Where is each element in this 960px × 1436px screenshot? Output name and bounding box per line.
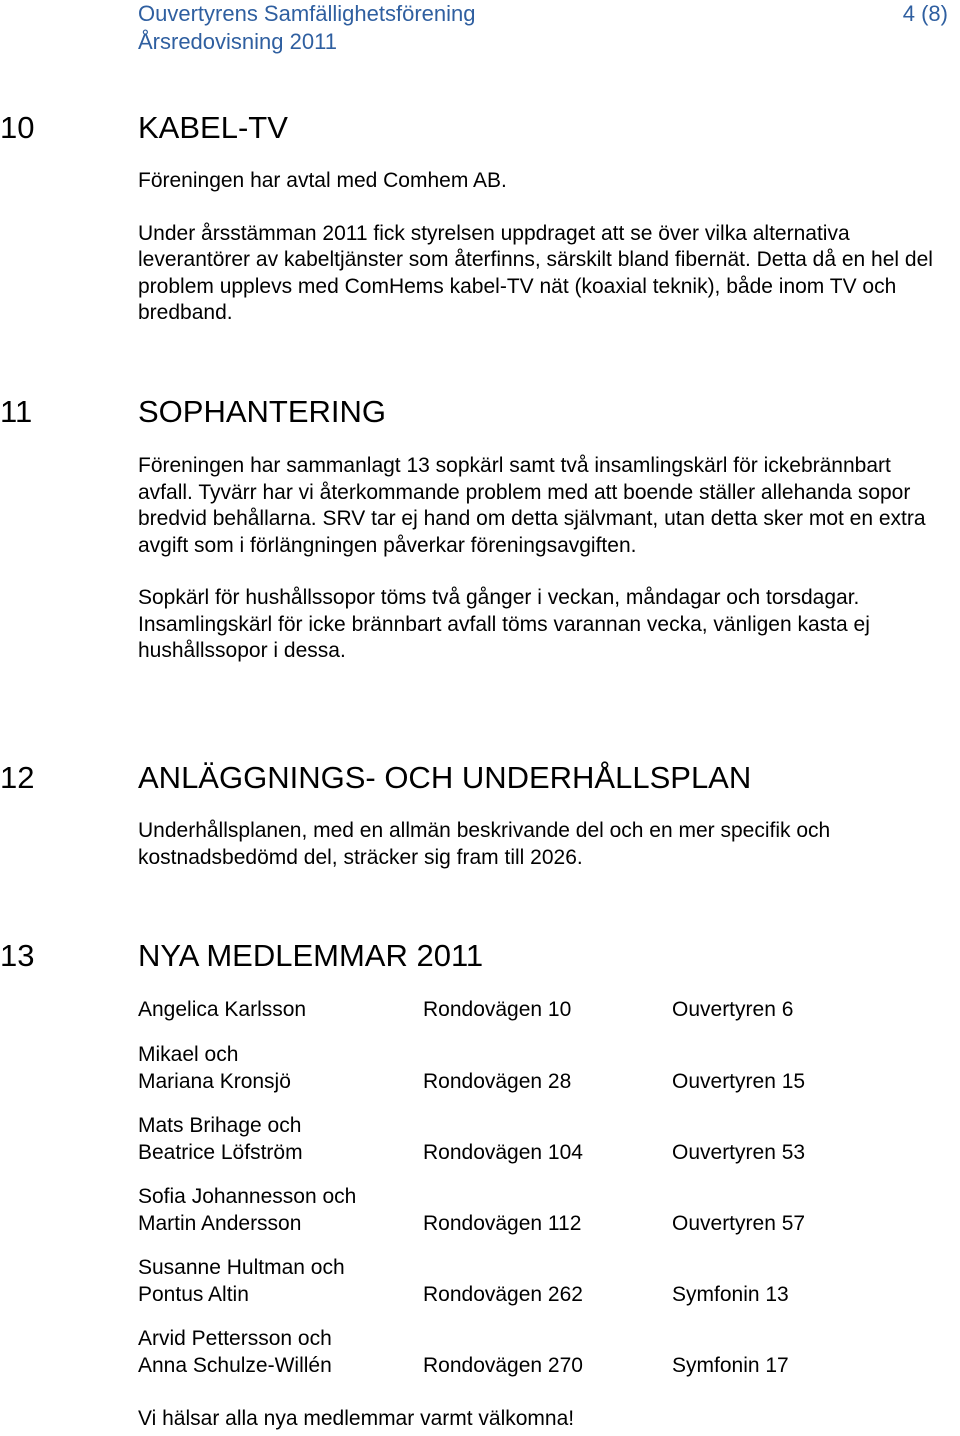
member-entry bbox=[138, 1041, 898, 1112]
closing-greeting: Vi hälsar alla nya medlemmar varmt välkomna! bbox=[138, 1407, 575, 1430]
document-header bbox=[138, 0, 476, 56]
member-street: Rondovägen 104 bbox=[423, 1141, 583, 1164]
member-name-line1: Susanne Hultman och bbox=[138, 1256, 345, 1279]
member-name: Angelica Karlsson bbox=[138, 998, 307, 1021]
member-name-line2: Martin Andersson bbox=[138, 1212, 302, 1235]
section-sophantering bbox=[0, 392, 960, 432]
member-area: Symfonin 17 bbox=[672, 1354, 789, 1377]
section-kabel-tv bbox=[0, 108, 960, 148]
member-street: Rondovägen 28 bbox=[423, 1070, 572, 1093]
member-name-line1: Sofia Johannesson och bbox=[138, 1185, 357, 1208]
section-title: NYA MEDLEMMAR 2011 bbox=[138, 938, 484, 973]
section-title: SOPHANTERING bbox=[138, 394, 387, 429]
member-entry bbox=[138, 1325, 898, 1396]
organization-name: Ouvertyrens Samfällighetsförening bbox=[138, 1, 476, 26]
paragraph: Sopkärl för hushållssopor töms två gånger i veckan, måndagar och torsdagar. Insamlingskärl för icke brännbart avfall töms varannan vecka, vänligen kasta ej hushållssopor i dessa. bbox=[138, 586, 870, 662]
member-area: Ouvertyren 57 bbox=[672, 1212, 806, 1235]
member-list bbox=[138, 996, 898, 1396]
paragraph: Under årsstämman 2011 fick styrelsen uppdraget att se över vilka alternativa leverantörer av kabeltjänster som återfinns, särskilt bland fibernät. Detta då en hel del problem upplevs med ComHems kabel-TV nät (koaxial teknik), både inom TV och bredband. bbox=[138, 221, 933, 324]
member-area: Symfonin 13 bbox=[672, 1283, 789, 1306]
member-street: Rondovägen 262 bbox=[423, 1283, 583, 1306]
paragraph: Föreningen har sammanlagt 13 sopkärl samt två insamlingskärl för ickebrännbart avfall. Tyvärr har vi återkommande problem med att boende ställer allehanda sopor bredvid behållarna. SRV tar ej hand om detta självmant, utan detta sker mot en extra avgift som i förlängningen påverkar föreningsavgiften. bbox=[138, 454, 926, 557]
member-name-line2: Anna Schulze-Willén bbox=[138, 1354, 332, 1377]
section-underhallsplan bbox=[0, 758, 960, 798]
section-title: ANLÄGGNINGS- OCH UNDERHÅLLSPLAN bbox=[138, 760, 752, 795]
paragraph: Föreningen har avtal med Comhem AB. bbox=[138, 169, 507, 192]
section-nya-medlemmar bbox=[0, 936, 960, 976]
section-kabel-tv-body bbox=[138, 168, 938, 327]
section-underhallsplan-body bbox=[138, 818, 938, 871]
member-name-line1: Mats Brihage och bbox=[138, 1114, 302, 1137]
section-number: 12 bbox=[0, 760, 35, 795]
member-entry bbox=[138, 1112, 898, 1183]
page-number: 4 (8) bbox=[902, 1, 948, 26]
section-number: 10 bbox=[0, 110, 35, 145]
member-street: Rondovägen 112 bbox=[423, 1212, 582, 1235]
member-name-line2: Beatrice Löfström bbox=[138, 1141, 303, 1164]
member-area: Ouvertyren 53 bbox=[672, 1141, 806, 1164]
document-title: Årsredovisning 2011 bbox=[138, 29, 337, 54]
member-name-line1: Mikael och bbox=[138, 1043, 239, 1066]
member-street: Rondovägen 10 bbox=[423, 998, 572, 1021]
member-area: Ouvertyren 6 bbox=[672, 998, 794, 1021]
paragraph: Underhållsplanen, med en allmän beskrivande del och en mer specifik och kostnadsbedömd del, sträcker sig fram till 2026. bbox=[138, 819, 831, 869]
member-street: Rondovägen 270 bbox=[423, 1354, 583, 1377]
section-number: 13 bbox=[0, 938, 35, 973]
member-area: Ouvertyren 15 bbox=[672, 1070, 806, 1093]
section-number: 11 bbox=[0, 394, 33, 429]
member-name-line2: Pontus Altin bbox=[138, 1283, 249, 1306]
section-sophantering-body bbox=[138, 453, 938, 665]
member-entry bbox=[138, 1254, 898, 1325]
member-name-line2: Mariana Kronsjö bbox=[138, 1070, 291, 1093]
member-entry bbox=[138, 1183, 898, 1254]
section-title: KABEL-TV bbox=[138, 110, 288, 145]
member-name-line1: Arvid Pettersson och bbox=[138, 1327, 332, 1350]
